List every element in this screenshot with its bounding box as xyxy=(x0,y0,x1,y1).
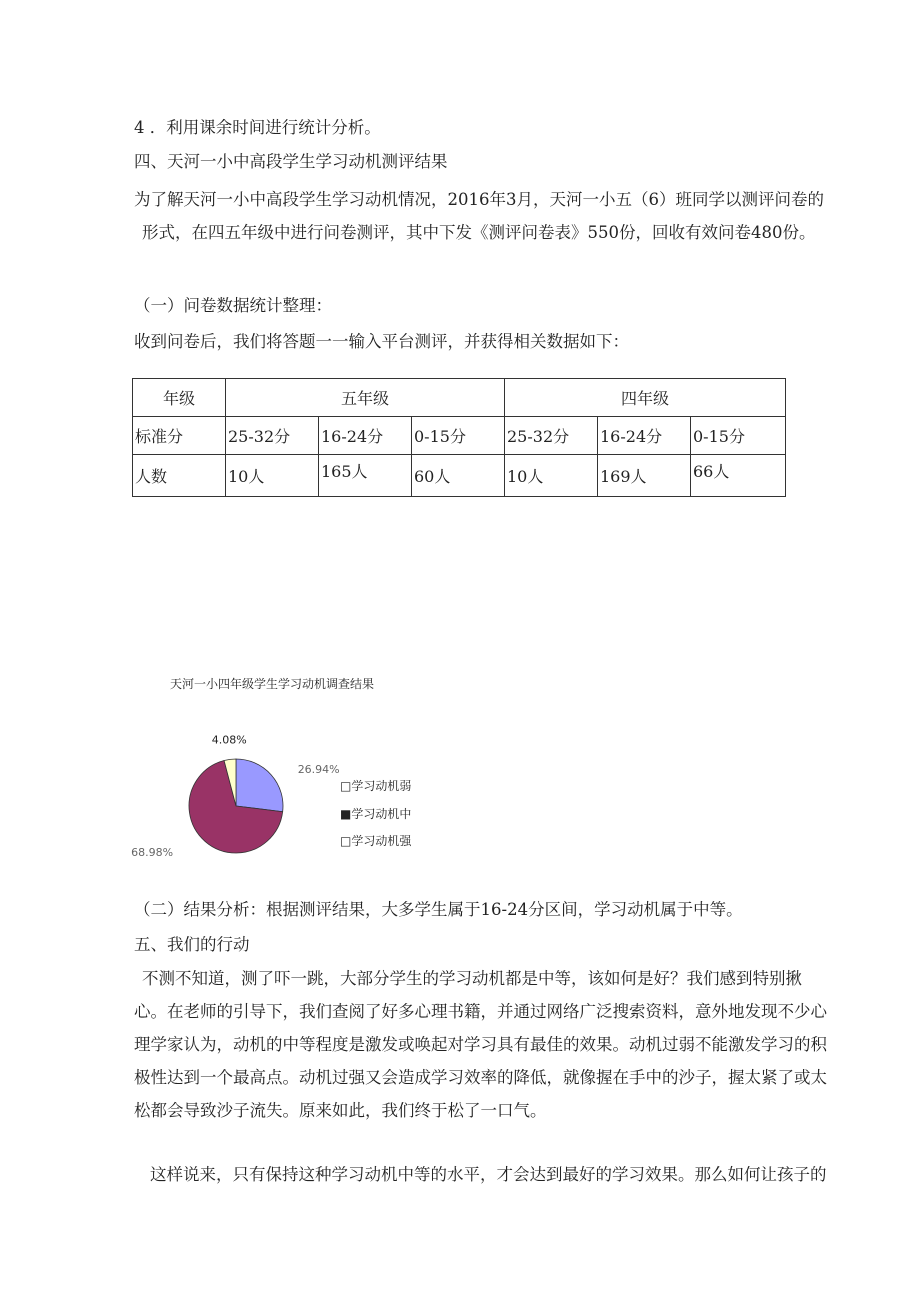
action-paragraph-2: 这样说来，只有保持这种学习动机中等的水平，才会达到最好的学习效果。那么如何让孩子的 xyxy=(150,1165,827,1184)
legend-marker: ■ xyxy=(340,807,352,821)
table-cell: 165人 xyxy=(319,455,412,497)
table-cell: 10人 xyxy=(505,455,598,497)
chart-title: 天河一小四年级学生学习动机调查结果 xyxy=(170,677,375,691)
table-cell: 四年级 xyxy=(505,379,786,417)
pie-slice xyxy=(236,759,283,812)
pie-chart xyxy=(131,733,340,865)
table-cell: 10人 xyxy=(226,455,319,497)
section-4-title: 四、天河一小中高段学生学习动机测评结果 xyxy=(134,152,448,171)
pie-data-label: 4.08% xyxy=(211,733,247,747)
intro-paragraph: 为了解天河一小中高段学生学习动机情况，2016年3月，天河一小五（6）班同学以测评问卷的形式，在四五年级中进行问卷测评，其中下发《测评问卷表》550份，回收有效问卷480份。 xyxy=(134,190,824,242)
list-item-4: 4 ．利用课余时间进行统计分析。 xyxy=(134,118,381,137)
table-cell: 16-24分 xyxy=(319,417,412,455)
score-table xyxy=(132,378,786,497)
action-paragraph-1: 不测不知道，测了吓一跳，大部分学生的学习动机都是中等，该如何是好？我们感到特别揪心。在老师的引导下，我们查阅了好多心理书籍，并通过网络广泛搜索资料，意外地发现不少心理学家认为，动机的中等程度是激发或唤起对学习具有最佳的效果。动机过弱不能激发学习的积极性达到一个最高点。动机过强又会造成学习效率的降低，就像握在手中的沙子，握太紧了或太松都会导致沙子流失。原来如此，我们终于松了一口气。 xyxy=(134,969,827,1120)
table-cell: 16-24分 xyxy=(598,417,691,455)
table-cell: 169人 xyxy=(598,455,691,497)
table-row xyxy=(133,455,786,497)
pie-data-label: 26.94% xyxy=(297,762,340,776)
subsection-1-title: （一）问卷数据统计整理： xyxy=(134,296,332,315)
table-cell: 年级 xyxy=(133,379,226,417)
table-cell: 66人 xyxy=(691,455,786,497)
legend-label: 学习动机强 xyxy=(351,834,412,848)
table-cell: 人数 xyxy=(133,455,226,497)
table-row xyxy=(133,379,786,417)
table-cell: 0-15分 xyxy=(691,417,786,455)
subsection-2-analysis: （二）结果分析：根据测评结果，大多学生属于16-24分区间，学习动机属于中等。 xyxy=(134,900,743,919)
table-cell: 25-32分 xyxy=(505,417,598,455)
received-text: 收到问卷后，我们将答题一一输入平台测评，并获得相关数据如下： xyxy=(134,332,629,351)
pie-data-label: 68.98% xyxy=(131,845,174,859)
table-cell: 五年级 xyxy=(226,379,505,417)
legend-item-weak xyxy=(340,778,411,794)
legend-label: 学习动机中 xyxy=(351,807,412,821)
legend-label: 学习动机弱 xyxy=(351,779,412,793)
section-5-title: 五、我们的行动 xyxy=(134,935,250,954)
table-cell: 25-32分 xyxy=(226,417,319,455)
table-cell: 0-15分 xyxy=(412,417,505,455)
table-cell: 标准分 xyxy=(133,417,226,455)
table-row xyxy=(133,417,786,455)
legend-marker: □ xyxy=(340,779,352,793)
legend-item-strong xyxy=(340,833,411,849)
legend-item-medium xyxy=(340,806,411,822)
legend-marker: □ xyxy=(340,834,352,848)
table-cell: 60人 xyxy=(412,455,505,497)
